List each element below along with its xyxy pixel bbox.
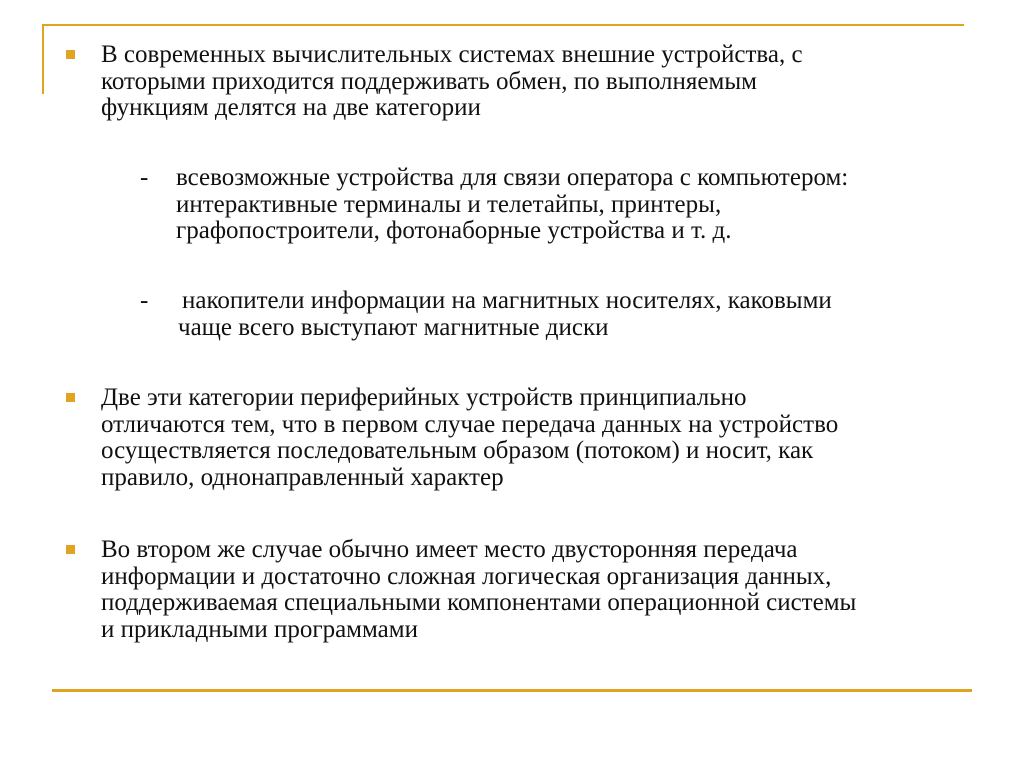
text-line: поддерживаемая специальными компонентами операционной системы — [101, 589, 857, 616]
text-line: чаще всего выступают магнитные диски — [178, 313, 609, 341]
text-line: Во втором же случае обычно имеет место двусторонняя передача — [101, 536, 798, 563]
text-line: накопители информации на магнитных носителях, каковыми — [182, 287, 832, 314]
bullet-paragraph-2 — [101, 385, 981, 491]
text-line: В современных вычислительных системах внешние устройства, с — [101, 41, 803, 68]
text-line: всевозможные устройства для связи оператора с компьютером: — [176, 164, 849, 191]
text-line: интерактивные терминалы и телетайпы, принтеры, — [176, 190, 722, 218]
square-bullet-icon — [66, 393, 75, 402]
text-line: и прикладными программами — [101, 615, 418, 643]
square-bullet-icon — [66, 50, 75, 59]
sub-paragraph-2 — [178, 287, 982, 341]
text-line: функциям делятся на две категории — [101, 94, 481, 121]
dash-marker: - — [140, 164, 149, 191]
dash-marker: - — [140, 287, 149, 314]
text-line: осуществляется последовательным образом (потоком) и носит, как — [101, 437, 814, 464]
bullet-paragraph-3 — [101, 537, 981, 643]
text-line: которыми приходится поддерживать обмен, по выполняемым — [101, 67, 757, 95]
square-bullet-icon — [66, 545, 75, 554]
text-line: графопостроители, фотонаборные устройства и т. д. — [176, 217, 732, 244]
sub-paragraph-1 — [176, 165, 976, 245]
text-line: отличаются тем, что в первом случае передача данных на устройство — [101, 410, 839, 438]
text-line: информации и достаточно сложная логическая организация данных, — [101, 562, 832, 590]
text-line: правило, однонаправленный характер — [101, 463, 504, 491]
bullet-paragraph-1 — [101, 42, 981, 122]
text-line: Две эти категории периферийных устройств принципиально — [101, 384, 747, 411]
